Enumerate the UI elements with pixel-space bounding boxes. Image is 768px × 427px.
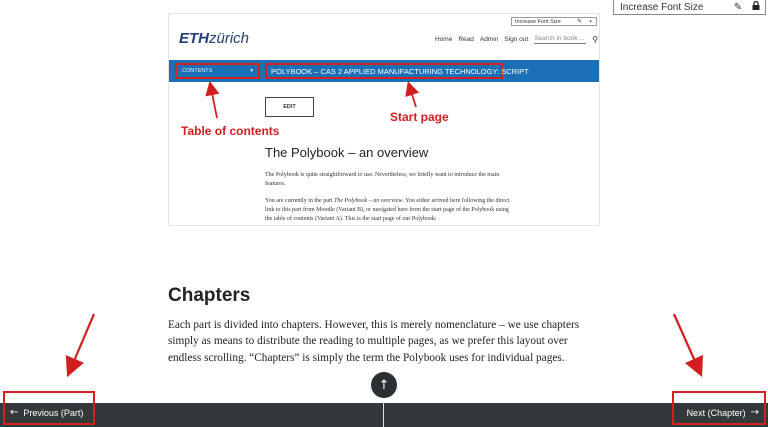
next-chapter-label: Next (Chapter) bbox=[686, 408, 746, 418]
screenshot-paragraph-2: You are currently in the part The Polybook – an overview. You either arrived here following the direct link to this part from Moodle (Variant B), or navigated here from the start page of the Polybook using the table of contents (Variant A). This is the start page of our Polybook: bbox=[265, 198, 510, 222]
next-annotation-arrow bbox=[674, 314, 698, 368]
screenshot-nav-admin: Admin bbox=[479, 36, 499, 43]
contents-label: CONTENTS bbox=[182, 68, 213, 74]
previous-part-label: Previous (Part) bbox=[23, 408, 84, 418]
bottom-nav-divider bbox=[383, 403, 384, 427]
increase-font-size-button[interactable]: Increase Font Size bbox=[620, 1, 704, 13]
bottom-navigation bbox=[0, 403, 768, 427]
previous-part-link[interactable] bbox=[3, 391, 95, 425]
screenshot-edit-button: EDIT bbox=[265, 97, 314, 117]
screenshot-book-title: POLYBOOK – CAS 2 APPLIED MANUFACTURING TECHNOLOGY: SCRIPT bbox=[265, 63, 503, 79]
eth-logo: ETHzürich bbox=[179, 30, 250, 47]
annotation-table-of-contents: Table of contents bbox=[181, 124, 280, 138]
screenshot-nav-home: Home bbox=[435, 36, 453, 43]
arrow-left-icon: ← bbox=[10, 407, 19, 418]
screenshot-search-input: Search in book ... bbox=[534, 35, 585, 42]
chevron-down-icon: ▾ bbox=[250, 68, 253, 74]
arrow-up-icon: ↑ bbox=[378, 377, 390, 393]
screenshot-pencil-icon: ✎ bbox=[576, 19, 583, 25]
screenshot-lock-icon: ▪ bbox=[589, 18, 592, 25]
screenshot-nav-read: Read bbox=[458, 36, 474, 43]
screenshot-a11y-label: Increase Font Size bbox=[515, 18, 561, 25]
arrow-right-icon: → bbox=[750, 407, 759, 418]
chapters-heading: Chapters bbox=[168, 285, 251, 306]
screenshot-nav-sign-out: Sign out bbox=[504, 36, 529, 43]
screenshot-page-heading: The Polybook – an overview bbox=[265, 145, 429, 160]
back-to-top-button[interactable] bbox=[371, 372, 397, 398]
annotation-start-page: Start page bbox=[390, 110, 449, 124]
screenshot-search-icon: ⚲ bbox=[592, 35, 599, 44]
chapters-paragraph: Each part is divided into chapters. However, this is merely nomenclature – we use chapters simply as means to distribute the reading to multiple pages, as we prefer this layout over endless scrolling. “Chapters” is simply the term the Polybook uses for individual pages. bbox=[168, 319, 580, 364]
prev-annotation-arrow bbox=[71, 314, 94, 368]
next-chapter-link[interactable] bbox=[672, 391, 766, 425]
pencil-icon[interactable]: ✎ bbox=[733, 1, 743, 13]
screenshot-paragraph-1: The Polybook is quite straightforward to use. Nevertheless, we briefly want to introduce the main features. bbox=[265, 172, 500, 187]
